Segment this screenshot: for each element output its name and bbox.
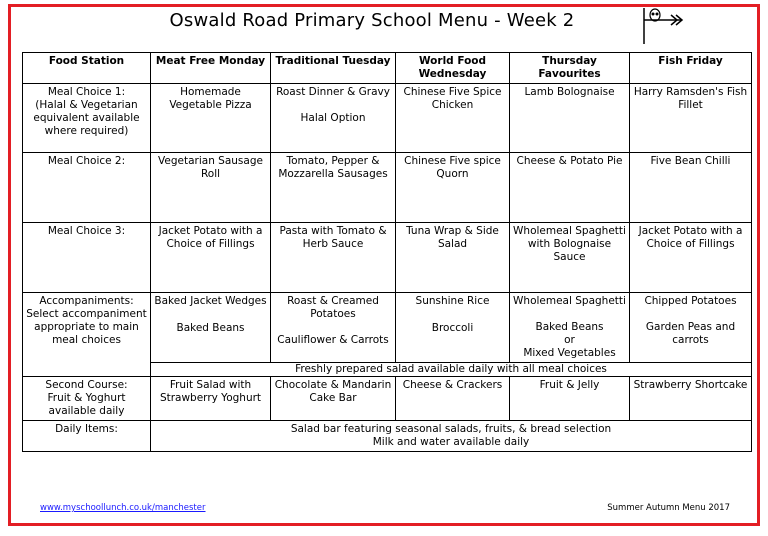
header-wednesday: World Food Wednesday	[396, 53, 510, 84]
accomp-tuesday-2: Cauliflower & Carrots	[277, 334, 389, 346]
meal-1-tuesday-main: Roast Dinner & Gravy	[276, 86, 390, 98]
daily-items-line-2: Milk and water available daily	[372, 436, 530, 448]
accomp-thursday-2: Baked Beans	[535, 321, 604, 333]
table-row	[23, 84, 752, 153]
row-head-meal-2: Meal Choice 2:	[23, 153, 151, 223]
accomp-friday-1: Chipped Potatoes	[644, 295, 737, 307]
accomp-thursday-1: Wholemeal Spaghetti	[513, 295, 626, 307]
row-head-note: (Halal & Vegetarian equivalent available where required)	[33, 99, 140, 137]
accomp-thursday	[510, 293, 630, 363]
meal-1-tuesday-halal: Halal Option	[300, 112, 366, 124]
accomp-wednesday-1: Sunshine Rice	[415, 295, 490, 307]
accomp-tuesday-1: Roast & Creamed Potatoes	[287, 295, 379, 320]
table-row	[23, 377, 752, 421]
row-head-daily-items: Daily Items:	[23, 421, 151, 452]
meal-1-tuesday	[271, 84, 396, 153]
meal-2-friday: Five Bean Chilli	[630, 153, 752, 223]
daily-items-line-1: Salad bar featuring seasonal salads, fruits, & bread selection	[290, 423, 612, 435]
row-head-accompaniments	[23, 293, 151, 377]
accomp-monday-1: Baked Jacket Wedges	[154, 295, 267, 307]
table-row	[23, 293, 752, 363]
meal-2-tuesday: Tomato, Pepper & Mozzarella Sausages	[271, 153, 396, 223]
page-title: Oswald Road Primary School Menu - Week 2	[169, 10, 575, 31]
row-head-meal-3: Meal Choice 3:	[23, 223, 151, 293]
header-monday: Meat Free Monday	[151, 53, 271, 84]
table-row	[23, 153, 752, 223]
owl-arrow-logo-icon	[641, 6, 685, 46]
meal-3-thursday: Wholemeal Spaghetti with Bolognaise Sauce	[510, 223, 630, 293]
row-head-note: Select accompaniment appropriate to main meal choices	[26, 308, 147, 346]
row-head-meal-1	[23, 84, 151, 153]
header-food-station: Food Station	[23, 53, 151, 84]
row-head-note: Fruit & Yoghurt available daily	[47, 392, 126, 417]
salad-note: Freshly prepared salad available daily with all meal choices	[151, 363, 752, 377]
accomp-monday-2: Baked Beans	[176, 322, 245, 334]
row-head-label: Accompaniments:	[39, 295, 134, 307]
meal-1-thursday: Lamb Bolognaise	[510, 84, 630, 153]
row-head-label: Second Course:	[45, 379, 128, 391]
accomp-thursday-4: Mixed Vegetables	[523, 347, 616, 359]
header-friday: Fish Friday	[630, 53, 752, 84]
meal-3-monday: Jacket Potato with a Choice of Fillings	[151, 223, 271, 293]
meal-2-monday: Vegetarian Sausage Roll	[151, 153, 271, 223]
meal-2-wednesday: Chinese Five spice Quorn	[396, 153, 510, 223]
meal-3-wednesday: Tuna Wrap & Side Salad	[396, 223, 510, 293]
accomp-friday-2: Garden Peas and carrots	[645, 321, 736, 346]
row-head-second-course	[23, 377, 151, 421]
second-friday: Strawberry Shortcake	[630, 377, 752, 421]
daily-items	[151, 421, 752, 452]
second-wednesday: Cheese & Crackers	[396, 377, 510, 421]
accomp-monday	[151, 293, 271, 363]
meal-1-monday: Homemade Vegetable Pizza	[151, 84, 271, 153]
meal-1-friday: Harry Ramsden's Fish Fillet	[630, 84, 752, 153]
header-thursday: Thursday Favourites	[510, 53, 630, 84]
meal-3-friday: Jacket Potato with a Choice of Fillings	[630, 223, 752, 293]
second-tuesday: Chocolate & Mandarin Cake Bar	[271, 377, 396, 421]
accomp-wednesday	[396, 293, 510, 363]
table-row	[23, 421, 752, 452]
accomp-tuesday	[271, 293, 396, 363]
accomp-friday	[630, 293, 752, 363]
meal-2-thursday: Cheese & Potato Pie	[510, 153, 630, 223]
meal-1-wednesday: Chinese Five Spice Chicken	[396, 84, 510, 153]
meal-3-tuesday: Pasta with Tomato & Herb Sauce	[271, 223, 396, 293]
website-link[interactable]: www.myschoollunch.co.uk/manchester	[40, 503, 206, 513]
row-head-label: Meal Choice 1:	[47, 86, 126, 98]
accomp-wednesday-2: Broccoli	[431, 322, 474, 334]
header-tuesday: Traditional Tuesday	[271, 53, 396, 84]
menu-edition-label: Summer Autumn Menu 2017	[607, 503, 730, 513]
table-row	[23, 223, 752, 293]
second-monday: Fruit Salad with Strawberry Yoghurt	[151, 377, 271, 421]
header-row	[23, 53, 752, 84]
accomp-thursday-3: or	[564, 334, 575, 346]
menu-table	[22, 52, 752, 452]
second-thursday: Fruit & Jelly	[510, 377, 630, 421]
